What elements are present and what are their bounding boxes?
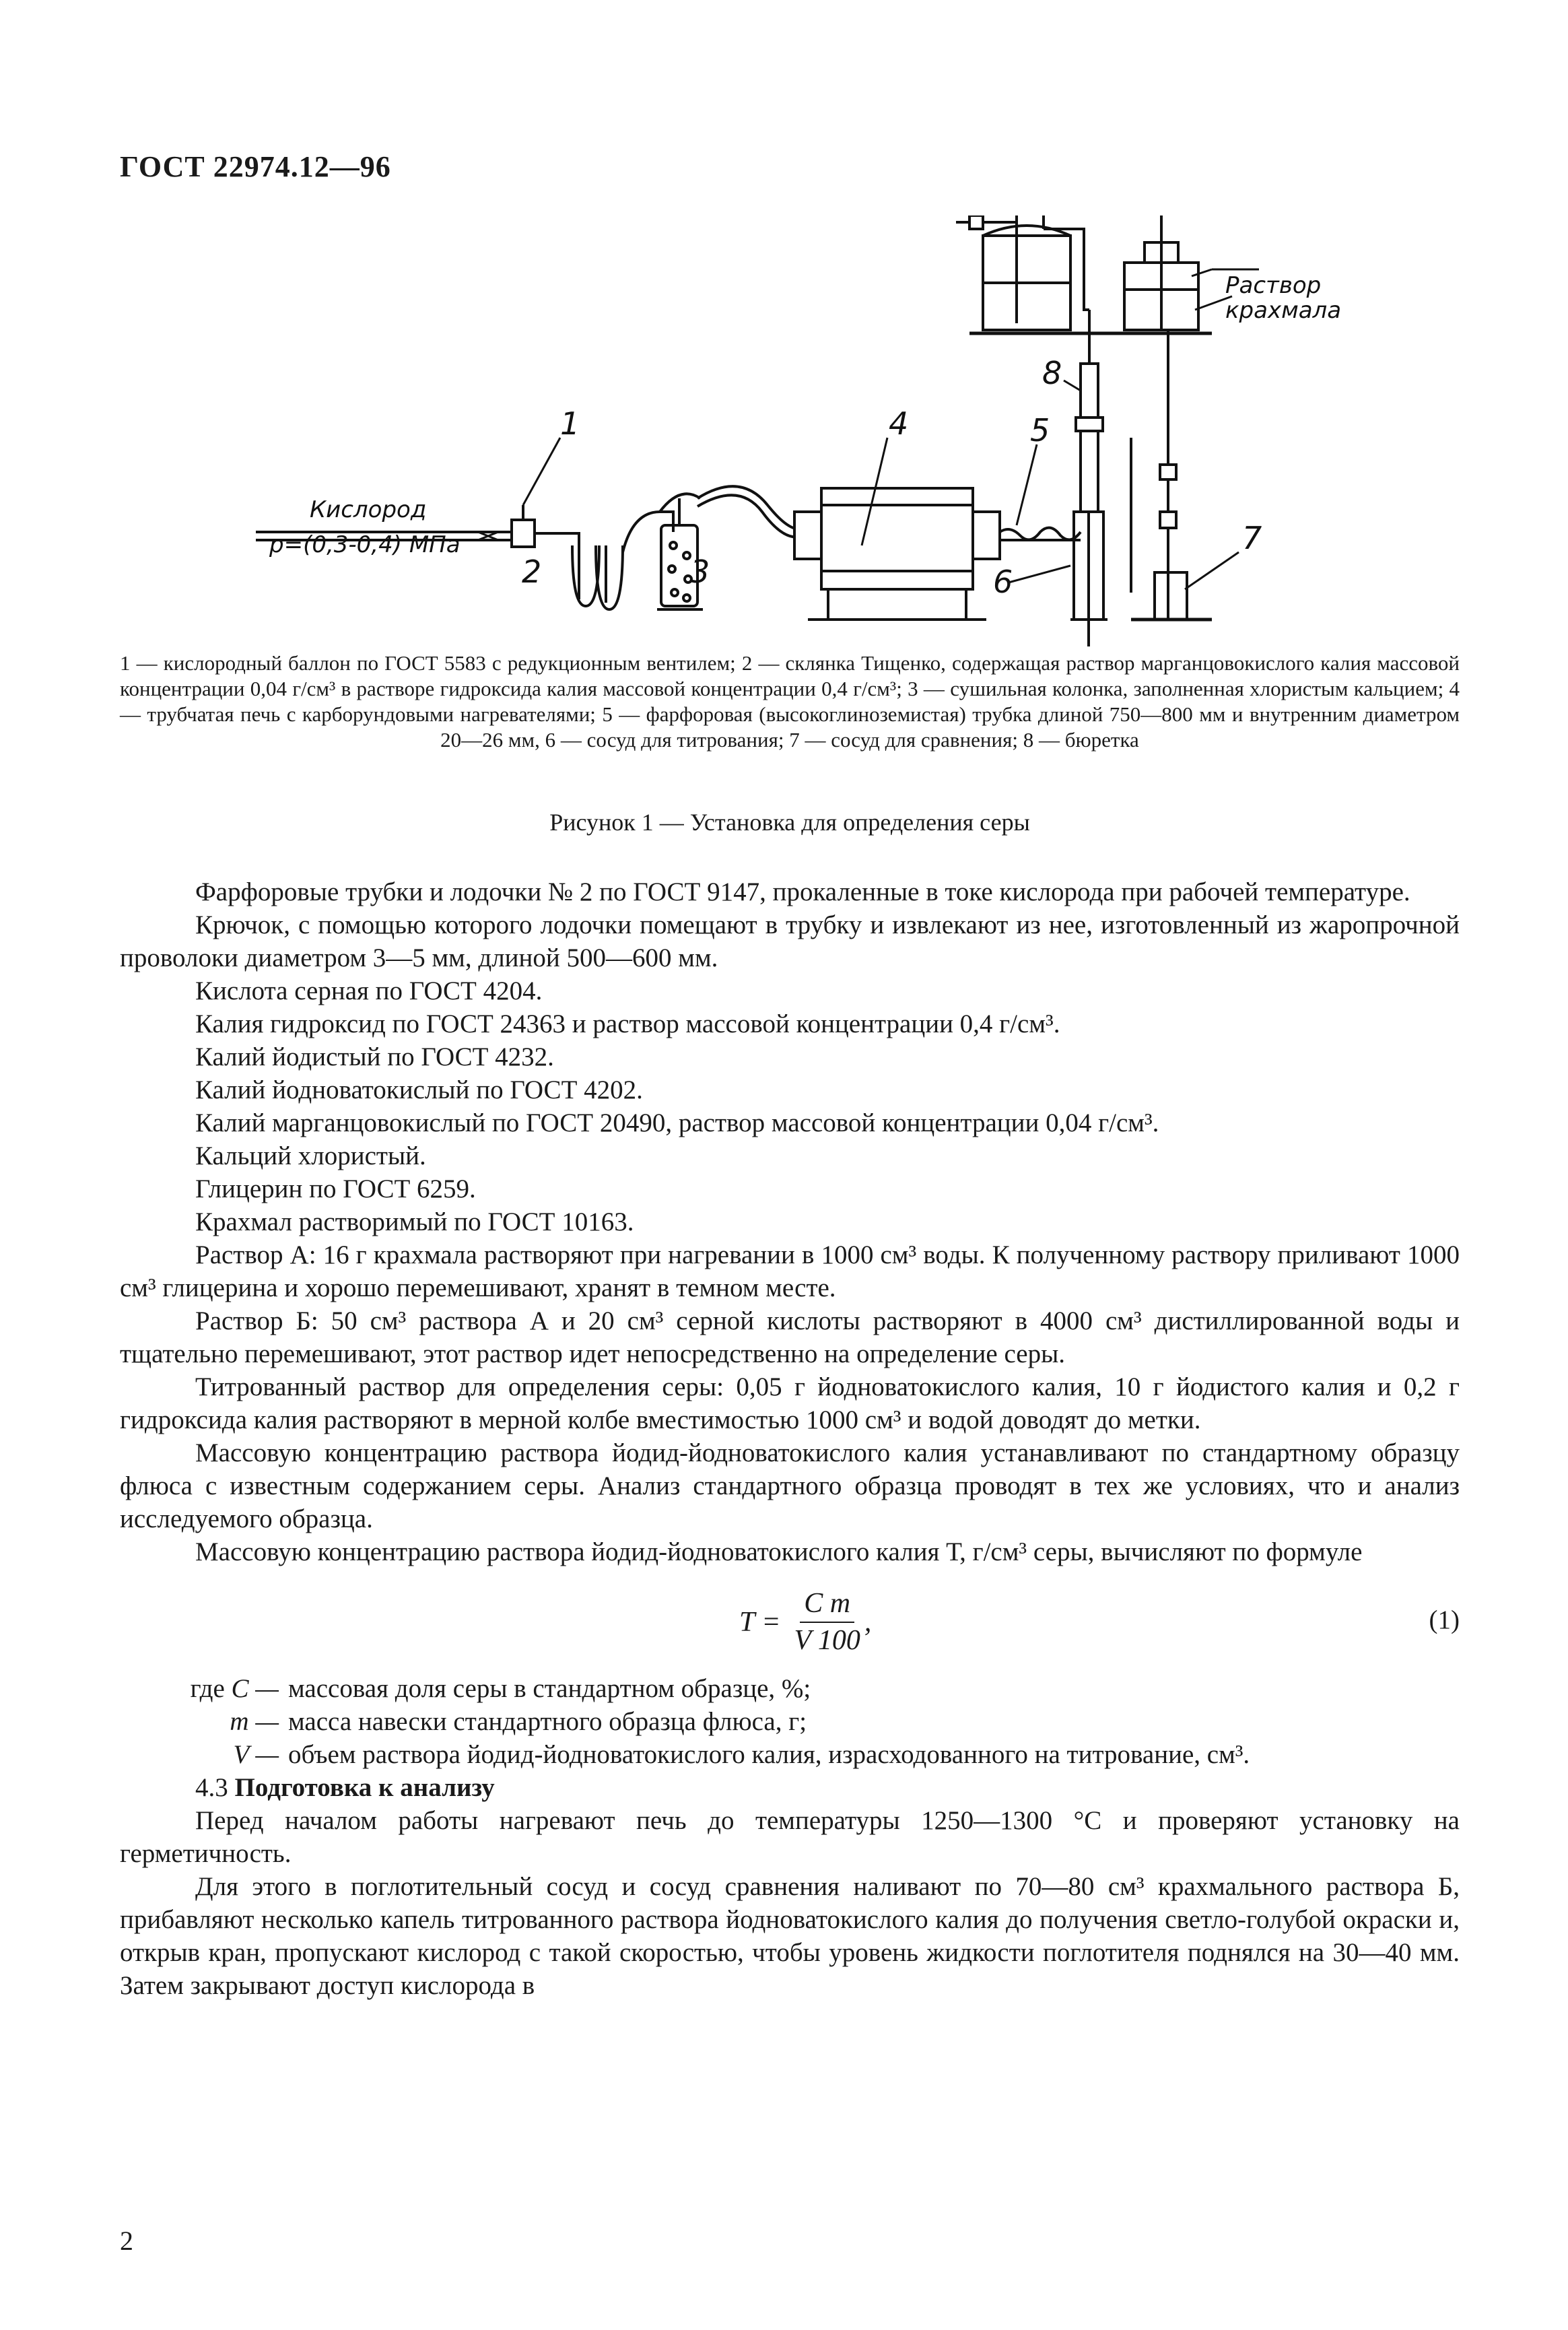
formula-number: (1): [1429, 1605, 1460, 1634]
paragraph: Калий йодноватокислый по ГОСТ 4202.: [195, 1075, 643, 1104]
part-number-6: 6: [993, 564, 1013, 600]
formula: [739, 1587, 871, 1657]
body-text: [120, 875, 1460, 2002]
formula-denominator: V 100: [794, 1625, 860, 1656]
starch-solution-label-line2: крахмала: [1225, 297, 1342, 324]
section-title: Подготовка к анализу: [234, 1773, 495, 1802]
part-number-5: 5: [1030, 412, 1050, 448]
section-number: 4.3: [195, 1773, 228, 1802]
where-text: масса навески стандартного образца флюса, г;: [288, 1707, 807, 1736]
paragraph: Массовую концентрацию раствора йодид-йодноватокислого калия устанавливают по стандартному образцу флюса с известным содержанием серы. Анализ стандартного образца проводят в тех же условиях, что и анализ исследуемого образца.: [120, 1438, 1460, 1533]
where-text: объем раствора йодид-йодноватокислого калия, израсходованного на титрование, см³.: [288, 1740, 1250, 1769]
where-text: массовая доля серы в стандартном образце, %;: [288, 1674, 811, 1703]
paragraph: Титрованный раствор для определения серы: 0,05 г йодноватокислого калия, 10 г йодистого калия и 0,2 г гидроксида калия растворяют в мерной колбе вместимостью 1000 см³ и водой доводят до метки.: [120, 1372, 1460, 1434]
page-number: 2: [120, 2226, 133, 2256]
part-number-8: 8: [1042, 355, 1062, 391]
formula-lhs: T =: [739, 1606, 781, 1638]
apparatus-diagram: [256, 215, 1347, 646]
formula-fraction: [790, 1587, 864, 1657]
where-item: [120, 1672, 1460, 1705]
formula-block: [120, 1580, 1460, 1668]
where-item: [120, 1738, 1460, 1771]
paragraph: Фарфоровые трубки и лодочки № 2 по ГОСТ 9147, прокаленные в токе кислорода при рабочей температуре.: [195, 877, 1410, 906]
formula-numerator: C m: [800, 1587, 854, 1623]
paragraph: Кислота серная по ГОСТ 4204.: [195, 976, 543, 1005]
apparatus-drawing: [256, 215, 1347, 646]
part-number-1: 1: [560, 405, 580, 442]
pressure-label: р=(0,3-0,4) МПа: [269, 531, 461, 558]
document-header: ГОСТ 22974.12—96: [120, 150, 391, 183]
paragraph: Калия гидроксид по ГОСТ 24363 и раствор массовой концентрации 0,4 г/см³.: [195, 1009, 1060, 1038]
paragraph: Глицерин по ГОСТ 6259.: [195, 1174, 476, 1203]
paragraph: Кальций хлористый.: [195, 1141, 426, 1170]
paragraph: Раствор Б: 50 см³ раствора А и 20 см³ серной кислоты растворяют в 4000 см³ дистиллированной воды и тщательно перемешивают, этот раствор идет непосредственно на определение серы.: [120, 1306, 1460, 1368]
paragraph: Калий йодистый по ГОСТ 4232.: [195, 1042, 554, 1071]
paragraph: Для этого в поглотительный сосуд и сосуд сравнения наливают по 70—80 см³ крахмального раствора Б, прибавляют несколько капель титрованного раствора йодноватокислого калия до получения светло-голубой окраски и, открыв кран, пропускают кислород с такой скоростью, чтобы уровень жидкости поглотителя поднялся на 30—40 мм. Затем закрывают доступ кислорода в: [120, 1872, 1460, 2000]
where-symbol: m —: [230, 1707, 279, 1736]
part-number-4: 4: [889, 405, 909, 442]
formula-trailing: ,: [864, 1606, 872, 1638]
paragraph: Калий марганцовокислый по ГОСТ 20490, раствор массовой концентрации 0,04 г/см³.: [195, 1108, 1159, 1137]
paragraph: Массовую концентрацию раствора йодид-йодноватокислого калия Т, г/см³ серы, вычисляют по формуле: [195, 1537, 1363, 1566]
paragraph: Перед началом работы нагревают печь до температуры 1250—1300 °С и проверяют установку на герметичность.: [120, 1806, 1460, 1868]
part-number-7: 7: [1242, 520, 1262, 556]
where-intro: где: [190, 1674, 225, 1703]
part-number-2: 2: [522, 554, 542, 590]
figure-title: Рисунок 1 — Установка для определения серы: [549, 809, 1030, 836]
paragraph: Раствор А: 16 г крахмала растворяют при нагревании в 1000 см³ воды. К полученному раствору приливают 1000 см³ глицерина и хорошо перемешивают, хранят в темном месте.: [120, 1240, 1460, 1302]
section-heading: [120, 1771, 1460, 1804]
figure-caption: 1 — кислородный баллон по ГОСТ 5583 с редукционным вентилем; 2 — склянка Тищенко, содержащая раствор марганцовокислого калия массовой концентрации 0,04 г/см³ в растворе гидроксида калия массовой концентрации 0,4 г/см³; 3 — сушильная колонка, заполненная хлористым кальцием; 4 — трубчатая печь с карборундовыми нагревателями; 5 — фарфоровая (высокоглиноземистая) трубка длиной 750—800 мм и внутренним диаметром 20—26 мм, 6 — сосуд для титрования; 7 — сосуд для сравнения; 8 — бюретка: [120, 651, 1460, 752]
where-symbol-text: C —: [231, 1674, 279, 1703]
paragraph: Крахмал растворимый по ГОСТ 10163.: [195, 1207, 634, 1236]
part-number-3: 3: [690, 554, 710, 590]
oxygen-label: Кислород: [310, 496, 427, 523]
starch-solution-label-line1: Раствор: [1225, 272, 1322, 299]
where-item: [120, 1705, 1460, 1738]
where-symbol: V —: [233, 1740, 279, 1769]
where-symbol: [120, 1672, 288, 1705]
paragraph: Крючок, с помощью которого лодочки помещают в трубку и извлекают из нее, изготовленный из жаропрочной проволоки диаметром 3—5 мм, длиной 500—600 мм.: [120, 910, 1460, 972]
